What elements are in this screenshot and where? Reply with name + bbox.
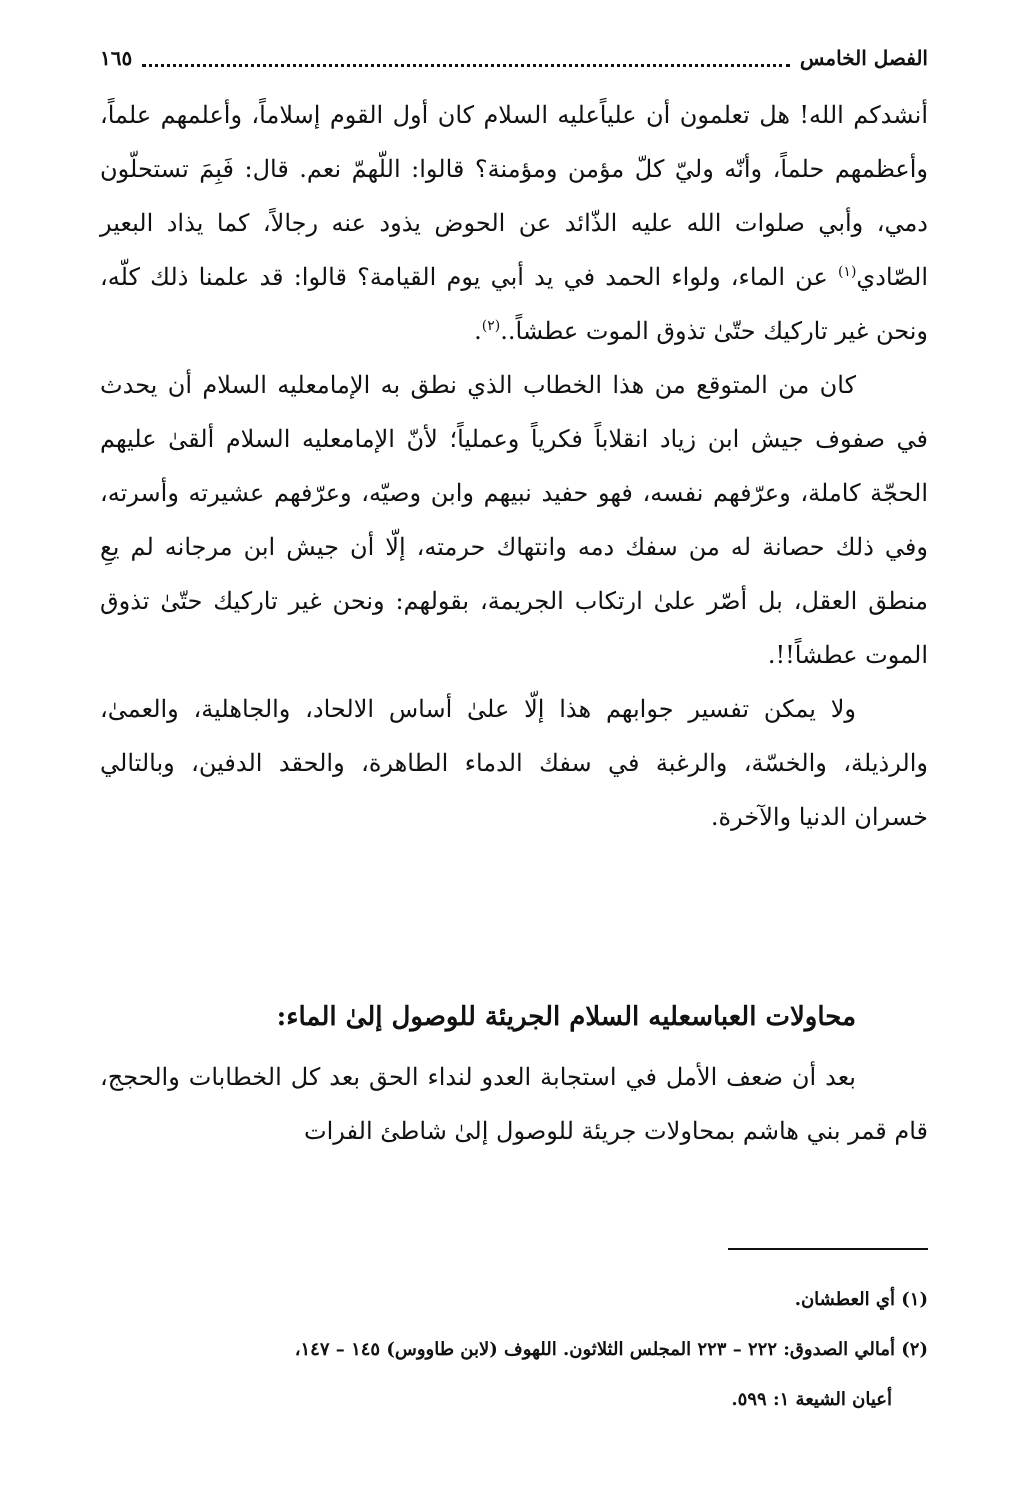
page-number: ١٦٥ (100, 46, 133, 70)
chapter-title: الفصل الخامس (799, 46, 928, 70)
header-dot-leader (142, 50, 790, 67)
paragraph-1 (100, 88, 928, 358)
running-header (100, 40, 928, 76)
paragraph-1-text-c: . (474, 317, 482, 345)
section-text (100, 1050, 928, 1158)
paragraph-2: كان من المتوقع من هذا الخطاب الذي نطق به الإمامعليه السلام أن يحدث في صفوف جيش ابن زياد انقلاباً فكرياً وعملياً؛ لأنّ الإمامعليه السلام ألقىٰ عليهم الحجّة كاملة، وعرّفهم نفسه، فهو حفيد نبيهم وابن وصيّه، وعرّفهم عشيرته وأسرته، وفي ذلك حصانة له من سفك دمه وانتهاك حرمته، إلّا أن جيش ابن مرجانه لم يعِ منطق العقل، بل أصّر علىٰ ارتكاب الجريمة، بقولهم: ونحن غير تاركيك حتّىٰ تذوق الموت عطشاً!!. (100, 371, 928, 669)
footnotes (100, 1280, 928, 1430)
footnote-1: (١) أي العطشان. (794, 1289, 928, 1310)
footnote-separator (728, 1248, 928, 1250)
footnote-2: (٢) أمالي الصدوق: ٢٢٢ – ٢٢٣ المجلس الثلاثون. اللهوف (لابن طاووس) ١٤٥ – ١٤٧، (294, 1339, 928, 1360)
footnote-ref-1: (١) (837, 264, 857, 280)
section-heading: محاولات العباسعليه السلام الجريئة للوصول إلىٰ الماء: (276, 1002, 856, 1032)
paragraph-3: ولا يمكن تفسير جوابهم هذا إلّا علىٰ أساس الالحاد، والجاهلية، والعمىٰ، والرذيلة، والخسّة، والرغبة في سفك الدماء الطاهرة، والحقد الدفين، وبالتالي خسران الدنيا والآخرة. (100, 695, 928, 831)
paragraph-1-text-b: عن الماء، ولواء الحمد في يد أبي يوم القيامة؟ قالوا: قد علمنا ذلك كلّه، ونحن غير تاركيك حتّىٰ تذوق الموت عطشاً.. (100, 263, 928, 345)
footnote-2-continuation: أعيان الشيعة ١: ٥٩٩. (731, 1389, 892, 1410)
section-paragraph: بعد أن ضعف الأمل في استجابة العدو لنداء الحق بعد كل الخطابات والحجج، قام قمر بني هاشم بمحاولات جريئة للوصول إلىٰ شاطئ الفرات (100, 1063, 928, 1145)
footnote-ref-2: (٢) (481, 318, 501, 334)
paragraph-1-text-a: أنشدكم الله! هل تعلمون أن علياًعليه السلام كان أول القوم إسلاماً، وأعلمهم علماً، وأعظمهم حلماً، وأنّه وليّ كلّ مؤمن ومؤمنة؟ قالوا: اللّهمّ نعم. قال: فَبِمَ تستحلّون دمي، وأبي صلوات الله عليه الذّائد عن الحوض يذود عنه رجالاً، كما يذاد البعير الصّادي (100, 101, 928, 291)
main-text (100, 88, 928, 844)
